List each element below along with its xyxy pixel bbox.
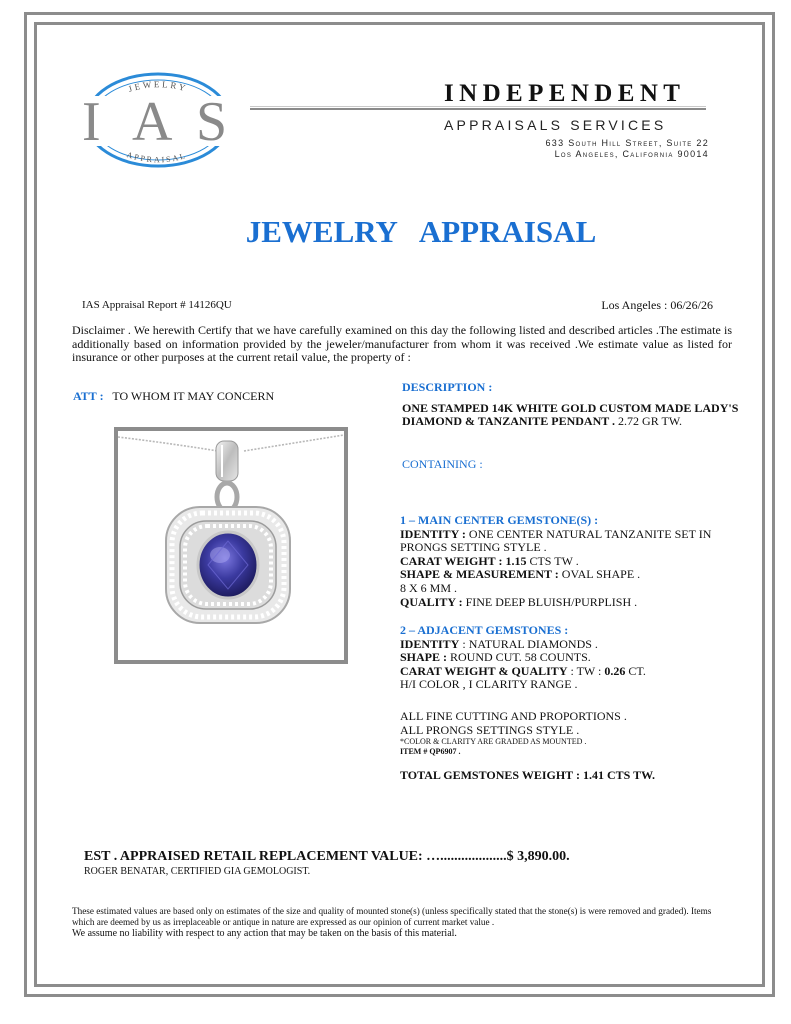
logo-arc-top: JEWELRY [126,79,189,95]
logo-arc-bottom: APPRAISAL [125,150,188,165]
main-identity: IDENTITY : ONE CENTER NATURAL TANZANITE SET IN PRONGS SETTING STYLE . [400,526,712,555]
adjacent-color-clarity: H/I COLOR , I CLARITY RANGE . [400,677,578,692]
description-main: ONE STAMPED 14K WHITE GOLD CUSTOM MADE LADY'S DIAMOND & TANZANITE PENDANT . [402,401,739,428]
att-label: ATT : [73,389,104,403]
note-graded: *COLOR & CLARITY ARE GRADED AS MOUNTED . [400,737,587,747]
item-photo-frame [114,427,348,664]
note-prongs: ALL PRONGS SETTINGS STYLE . [400,722,580,737]
report-number: IAS Appraisal Report # 14126QU [82,299,232,311]
footer-line1: These estimated values are based only on estimates of the size and quality of mounted stone(s) (unless specifically stated that the stone(s) is were removed and graded). Items which are deemed by us as irreplaceable or antique in nature are expressed as our opinion of current market value . [72,906,712,927]
adjacent-heading: 2 – ADJACENT GEMSTONES : [400,623,569,637]
adjacent-carat-quality: CARAT WEIGHT & QUALITY : TW : 0.26 CT. [400,663,646,678]
description-weight: 2.72 GR TW. [615,414,683,428]
footer-line2: We assume no liability with respect to any action that may be taken on the basis of this material. [72,928,457,939]
gemologist-signature-line: ROGER BENATAR, CERTIFIED GIA GEMOLOGIST. [84,866,311,877]
location-date: Los Angeles : 06/26/26 [601,298,713,312]
adjacent-shape: SHAPE : ROUND CUT. 58 COUNTS. [400,650,591,665]
containing-label: CONTAINING : [402,457,483,471]
main-gemstone-heading: 1 – MAIN CENTER GEMSTONE(S) : [400,513,599,527]
note-cutting: ALL FINE CUTTING AND PROPORTIONS . [400,709,627,723]
company-address-line1: 633 South Hill Street, Suite 22 [545,138,709,148]
chain-left [118,437,218,451]
main-shape: SHAPE & MEASUREMENT : OVAL SHAPE . [400,567,641,582]
footer-disclaimer [72,906,722,939]
chain-right [244,435,344,451]
main-measurement: 8 X 6 MM . [400,580,458,595]
item-number: ITEM # QP6907 . [400,747,461,757]
pendant-image [118,431,344,660]
pendant-bail [216,441,238,481]
tanzanite-stone [198,532,258,598]
main-carat-weight: CARAT WEIGHT : 1.15 CTS TW . [400,553,579,568]
adjacent-gemstones-section [400,624,730,692]
main-quality: QUALITY : FINE DEEP BLUISH/PURPLISH . [400,594,638,609]
disclaimer: Disclaimer . We herewith Certify that we have carefully examined on this day the following listed and described articles .The estimate is additionally based on information provided by the jeweler/manufacturer from whom it was received .We estimate value as listed for insurance or other purposes at the current retail value, the property of : [72,323,732,364]
notes-section [400,710,730,757]
total-weight: TOTAL GEMSTONES WEIGHT : 1.41 CTS TW. [400,768,655,782]
logo-letter-i: I [82,91,101,153]
main-gemstone-section [400,514,730,609]
logo-letter-s: S [196,91,228,153]
att-value: TO WHOM IT MAY CONCERN [112,389,275,403]
company-name: INDEPENDENT [444,80,686,107]
company-address-line2: Los Angeles, California 90014 [554,149,709,159]
att-line [73,389,274,404]
description-text [402,402,747,428]
estimated-value: EST . APPRAISED RETAIL REPLACEMENT VALUE: …...................$ 3,890.00. [84,849,570,864]
ias-logo [72,66,242,172]
description-label: DESCRIPTION : [402,380,493,394]
header-rule [250,108,706,110]
document-title: JEWELRY APPRAISAL [245,214,597,249]
logo-letter-a: A [132,91,173,153]
adjacent-identity: IDENTITY : NATURAL DIAMONDS . [400,636,598,651]
company-subtitle: APPRAISALS SERVICES [444,117,667,133]
